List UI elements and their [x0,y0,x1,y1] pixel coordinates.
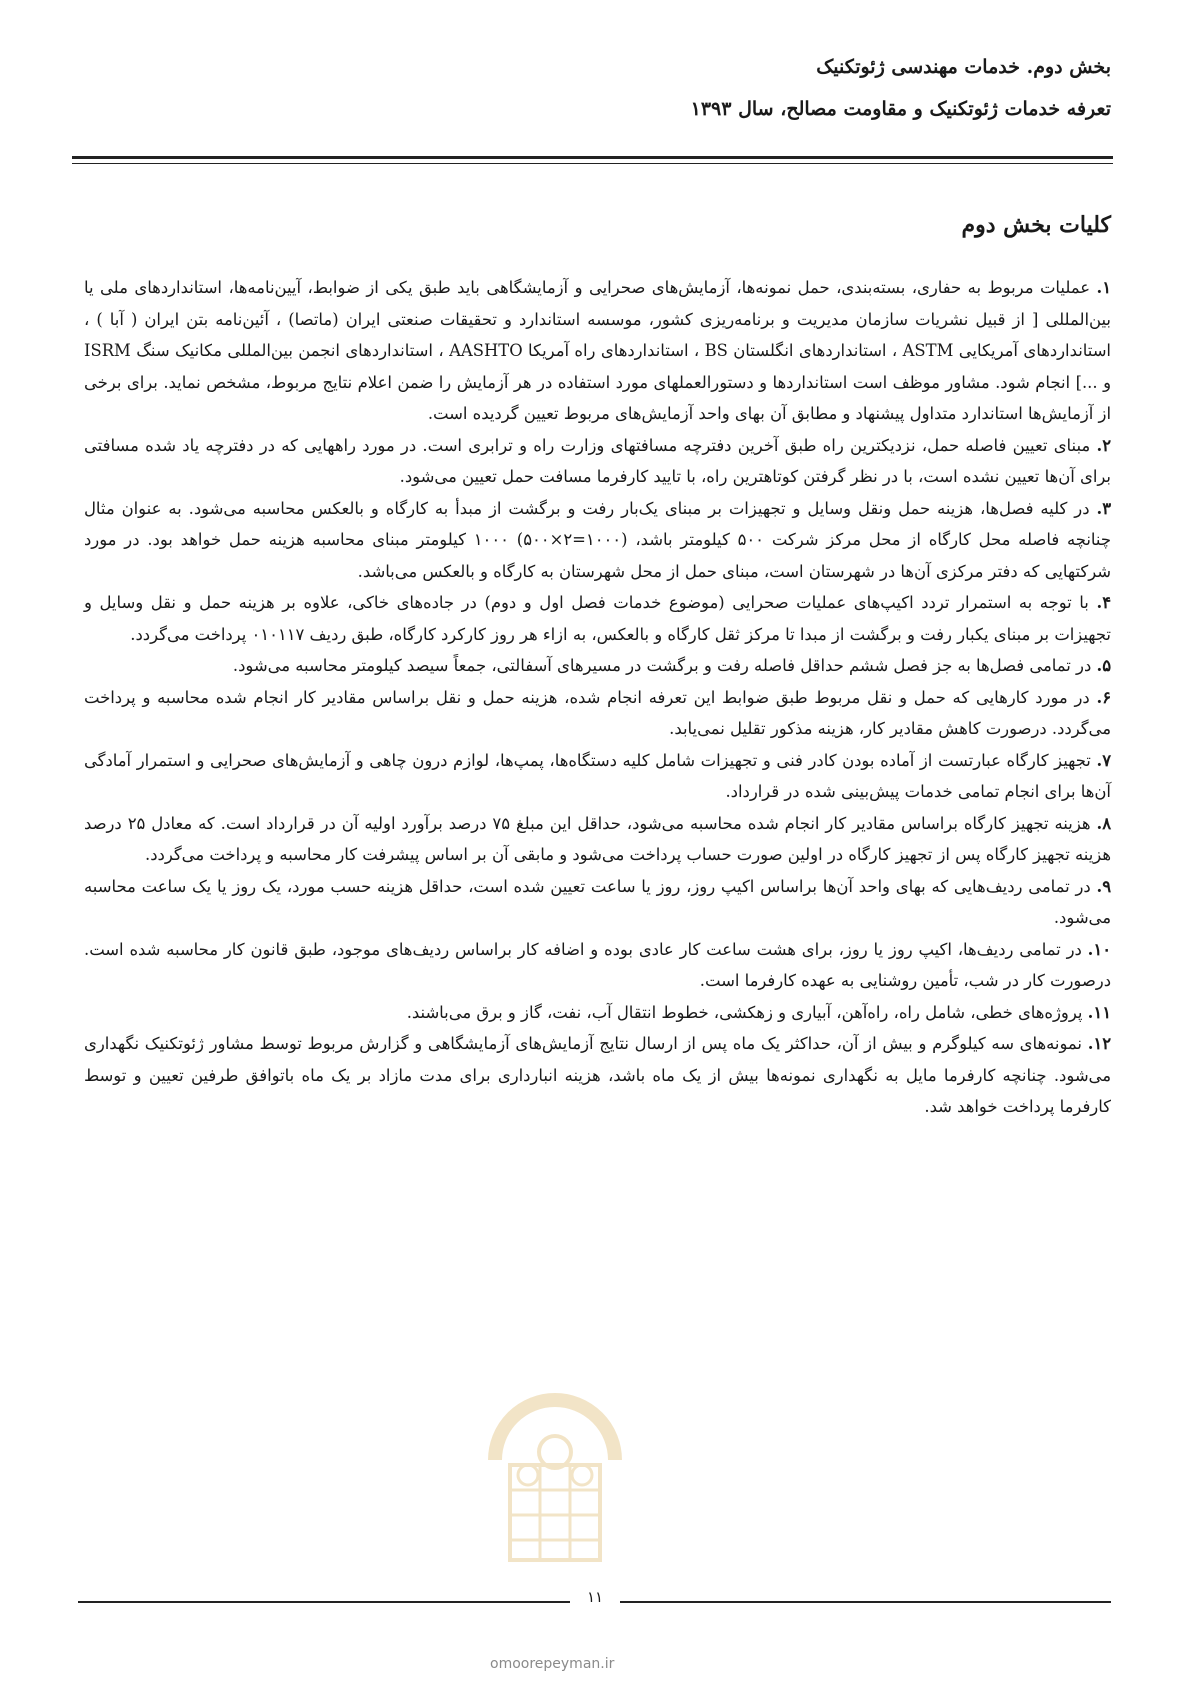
paragraph-number: ۷. [1096,750,1111,770]
paragraph-number: ۶. [1096,687,1111,707]
paragraph [84,650,1111,682]
paragraph [84,587,1111,650]
paragraph-number: ۱. [1096,278,1111,297]
paragraph-text: در مورد کارهایی که حمل و نقل مربوط طبق ضوابط این تعرفه انجام شده، هزینه حمل و نقل براساس مقادیر کار انجام شده محاسبه و پرداخت می‌گردد. درصورت کاهش مقادیر کار، هزینه مذکور تقلیل نمی‌یابد. [84,687,1111,738]
paragraph [84,934,1111,997]
paragraph [84,272,1111,430]
watermark-logo-icon [480,1380,630,1570]
paragraph-text: در تمامی فصل‌ها به جز فصل ششم حداقل فاصله رفت و برگشت در مسیرهای آسفالتی، جمعاً سیصد کیلومتر محاسبه می‌شود. [232,656,1097,675]
page-number: ۱۱ [586,1588,604,1606]
paragraph [84,745,1111,808]
section-title: کلیات بخش دوم [961,212,1111,238]
paragraph-number: ۳. [1096,498,1111,518]
paragraph-number: ۹. [1096,876,1111,896]
paragraph-text: در کلیه فصل‌ها، هزینه حمل ونقل وسایل و تجهیزات بر مبنای یک‌بار رفت و برگشت از مبدأ به کارگاه و بالعکس محاسبه می‌شود. به عنوان مثال چنانچه فاصله محل کارگاه از محل مرکز شرکت ۵۰۰ کیلومتر باشد، (۱۰۰۰=۲×۵۰۰) ۱۰۰۰ کیلومتر مبنای محاسبه هزینه حمل خواهد بود. در مورد شرکتهایی که دفتر مرکزی آن‌ها در شهرستان است، مبنای حمل از محل شهرستان به کارگاه و بالعکس می‌باشد. [84,498,1111,581]
paragraph-number: ۵. [1096,656,1111,675]
paragraph-text: با توجه به استمرار تردد اکیپ‌های عملیات صحرایی (موضوع خدمات فصل اول و دوم) در جاده‌های خاکی، علاوه بر هزینه حمل و نقل وسایل و تجهیزات بر مبنای یکبار رفت و برگشت از مبدا تا مرکز ثقل کارگاه و بالعکس، به ازاء هر روز کارکرد کارگاه، طبق ردیف ۰۱۰۱۱۷ پرداخت می‌گردد. [84,593,1111,644]
paragraph [84,997,1111,1029]
paragraph-text: نمونه‌های سه کیلوگرم و بیش از آن، حداکثر یک ماه پس از ارسال نتایج آزمایش‌های آزمایشگاهی و گزارش مربوط توسط مشاور ژئوتکنیک نگهداری می‌شود. چنانچه کارفرما مایل به نگهداری نمونه‌ها بیش از یک ماه باشد، هزینه انبارداری برای مدت مازاد بر یک ماه باتوافق طرفین تعیین و توسط کارفرما پرداخت خواهد شد. [84,1034,1111,1116]
paragraph [84,1028,1111,1123]
paragraph [84,430,1111,493]
paragraph-number: ۴. [1096,593,1111,612]
paragraph [84,808,1111,871]
body-text [84,272,1111,1123]
paragraph-number: ۱۱. [1087,1002,1111,1022]
paragraph-text: در تمامی ردیف‌ها، اکیپ روز یا روز، برای هشت ساعت کار عادی بوده و اضافه کار براساس ردیف‌های موجود، طبق قانون کار محاسبه شده است. درصورت کار در شب، تأمین روشنایی به عهده کارفرما است. [84,939,1111,990]
paragraph [84,493,1111,588]
watermark-site: omoorepeyman.ir [490,1656,615,1672]
paragraph-text: هزینه تجهیز کارگاه براساس مقادیر کار انجام شده محاسبه می‌شود، حداقل این مبلغ ۷۵ درصد برآورد اولیه آن در قرارداد است. که معادل ۲۵ درصد هزینه تجهیز کارگاه پس از تجهیز کارگاه در اولین صورت حساب پرداخت می‌شود و مابقی آن بر اساس پیشرفت کار محاسبه و پرداخت می‌گردد. [84,813,1111,864]
header-chapter: بخش دوم. خدمات مهندسی ژئوتکنیک [816,56,1111,78]
header-divider-thin [72,163,1113,164]
paragraph-text: پروژه‌های خطی، شامل راه، راه‌آهن، آبیاری و زهکشی، خطوط انتقال آب، نفت، گاز و برق می‌باشند. [406,1002,1088,1022]
paragraph-number: ۱۰. [1087,939,1111,959]
footer-divider [78,1601,570,1603]
paragraph [84,682,1111,745]
paragraph-number: ۱۲. [1087,1034,1112,1053]
paragraph-text: در تمامی ردیف‌هایی که بهای واحد آن‌ها براساس اکیپ روز، روز یا ساعت تعیین شده است، حداقل هزینه حسب مورد، یک روز یا یک ساعت محاسبه می‌شود. [84,876,1111,927]
paragraph-text: مبنای تعیین فاصله حمل، نزدیکترین راه طبق آخرین دفترچه مسافتهای وزارت راه و ترابری است. در مورد راههایی که در دفترچه یاد شده مسافتی برای آن‌ها تعیین نشده است، با در نظر گرفتن کوتاهترین راه، با تایید کارفرما مسافت حمل تعیین می‌شود. [84,435,1111,486]
paragraph [84,871,1111,934]
header-title: تعرفه خدمات ژئوتکنیک و مقاومت مصالح، سال ۱۳۹۳ [690,98,1111,120]
paragraph-text: عملیات مربوط به حفاری، بسته‌بندی، حمل نمونه‌ها، آزمایش‌های صحرایی و آزمایشگاهی باید طبق یکی از ضوابط، آیین‌نامه‌ها، استانداردهای ملی یا بین‌المللی [ از قبیل نشریات سازمان مدیریت و برنامه‌ریزی کشور، موسسه استاندارد و تحقیقات صنعتی ایران (ماتصا) ، آئین‌نامه بتن ایران ( آبا ) ، استانداردهای آمریکایی ASTM ، استانداردهای انگلستان BS ، استانداردهای راه آمریکا AASHTO ، استانداردهای انجمن بین‌المللی مکانیک سنگ ISRM و ...] انجام شود. مشاور موظف است استانداردها و دستورالعملهای مورد استفاده در هر آزمایش را ضمن اعلام نتایج مربوط، مشخص نماید. برای برخی از آزمایش‌ها استاندارد متداول پیشنهاد و مطابق آن بهای واحد آزمایش‌های مربوط تعیین گردیده است. [84,278,1111,423]
header-divider [72,156,1113,159]
footer-divider [620,1601,1111,1603]
paragraph-text: تجهیز کارگاه عبارتست از آماده بودن کادر فنی و تجهیزات شامل کلیه دستگاه‌ها، پمپ‌ها، لوازم درون چاهی و آزمایش‌های صحرایی و استمرار آمادگی آن‌ها برای انجام تمامی خدمات پیش‌بینی شده در قرارداد. [84,750,1111,801]
paragraph-number: ۸. [1096,813,1111,833]
paragraph-number: ۲. [1096,435,1111,455]
